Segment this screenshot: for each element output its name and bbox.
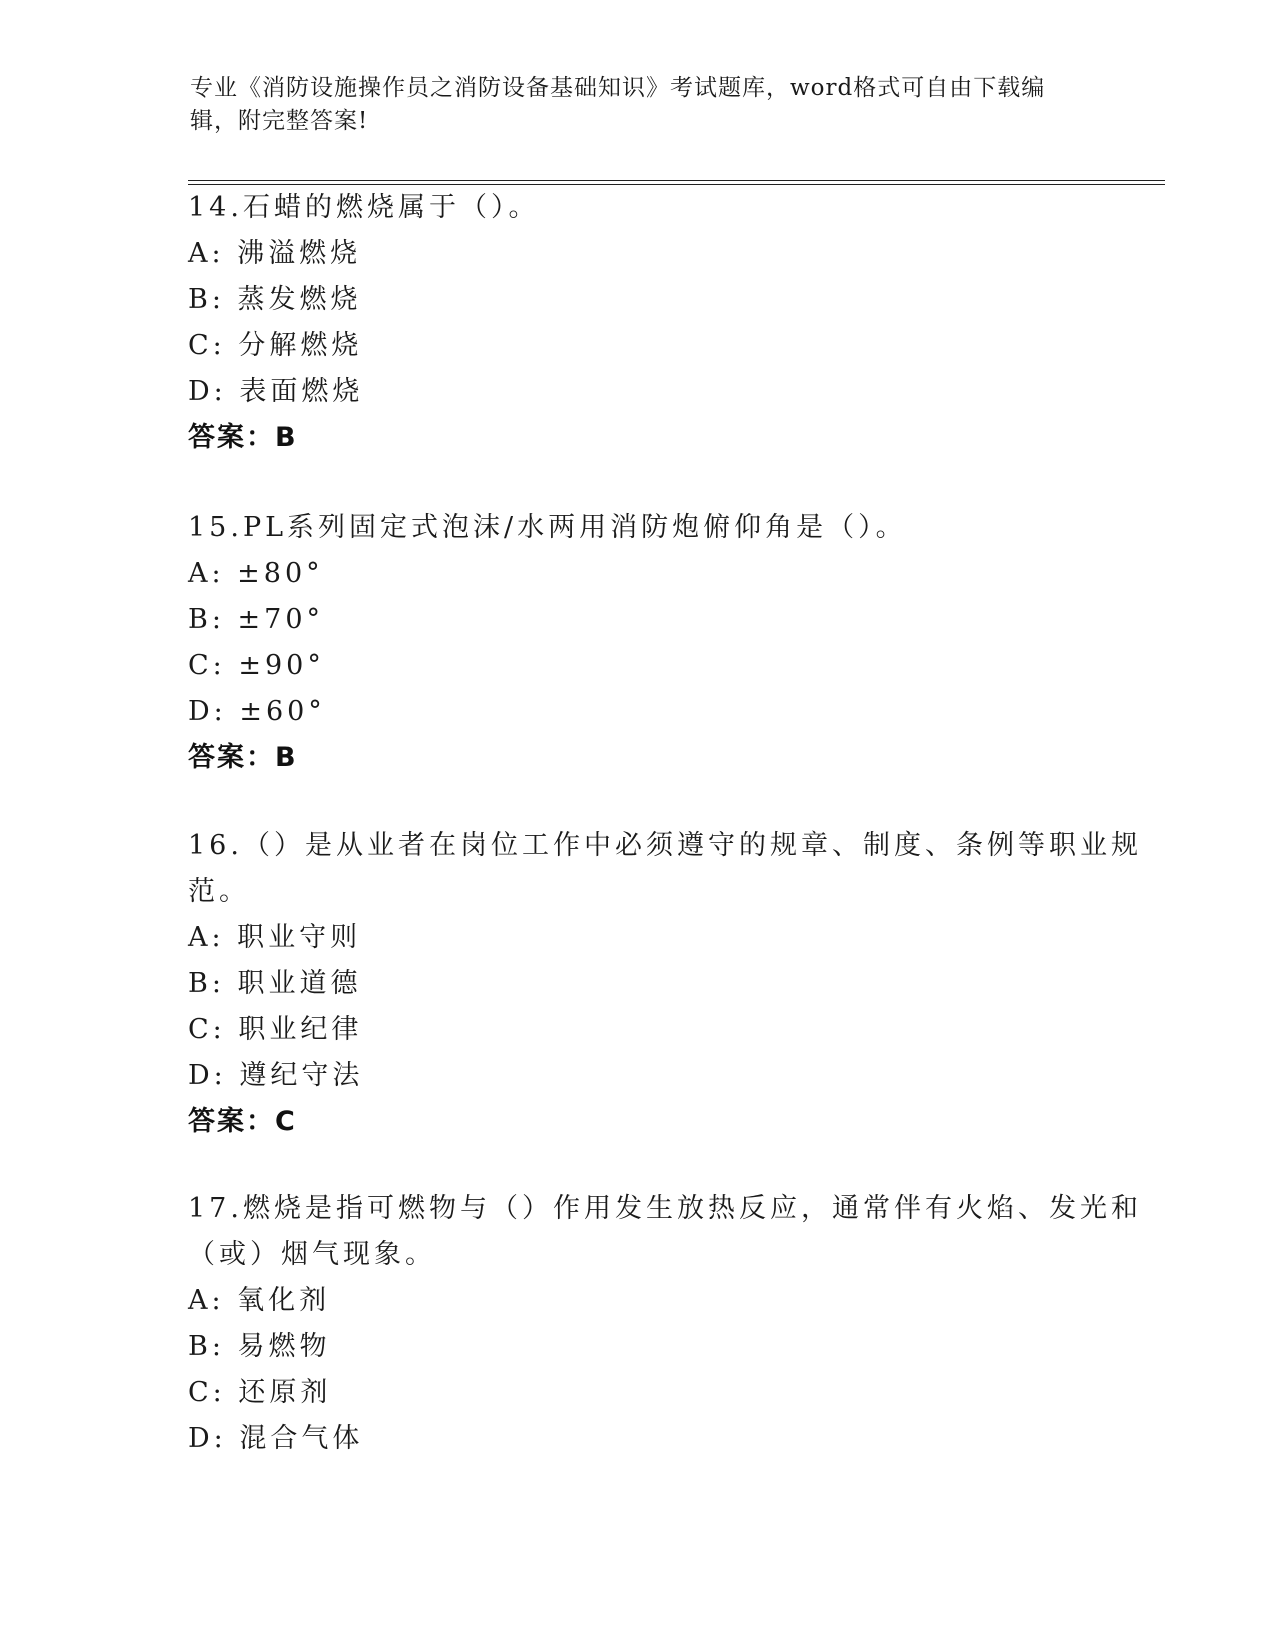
option-d: D: 混合气体 <box>188 1423 364 1454</box>
option-b: B: 易燃物 <box>188 1331 331 1362</box>
question-14 <box>188 185 1088 461</box>
option-b: B: 蒸发燃烧 <box>188 284 362 315</box>
header-line-2: 辑，附完整答案! <box>190 108 369 134</box>
option-c: C: 还原剂 <box>188 1377 332 1408</box>
question-17 <box>188 1186 1142 1462</box>
question-stem-line-1: 17.燃烧是指可燃物与（）作用发生放热反应，通常伴有火焰、发光和 <box>188 1193 1142 1224</box>
question-16 <box>188 823 1142 1145</box>
question-stem: 15.PL系列固定式泡沫/水两用消防炮俯仰角是（）。 <box>188 512 907 543</box>
question-15 <box>188 505 1088 781</box>
option-c: C: 分解燃烧 <box>188 330 363 361</box>
option-a: A: 职业守则 <box>188 922 362 953</box>
option-d: D: ±60° <box>188 696 326 727</box>
document-header <box>190 72 1090 138</box>
option-d: D: 表面燃烧 <box>188 376 364 407</box>
option-d: D: 遵纪守法 <box>188 1060 364 1091</box>
answer: 答案：C <box>188 1106 297 1137</box>
question-stem: 14.石蜡的燃烧属于（）。 <box>188 192 540 223</box>
option-a: A: 沸溢燃烧 <box>188 238 362 269</box>
header-line-1: 专业《消防设施操作员之消防设备基础知识》考试题库，word格式可自由下载编 <box>190 75 1046 101</box>
option-a: A: 氧化剂 <box>188 1285 331 1316</box>
option-a: A: ±80° <box>188 558 324 589</box>
option-b: B: 职业道德 <box>188 968 362 999</box>
question-stem-line-1: 16.（）是从业者在岗位工作中必须遵守的规章、制度、条例等职业规 <box>188 830 1142 861</box>
option-c: C: 职业纪律 <box>188 1014 363 1045</box>
question-stem-line-2: 范。 <box>188 876 250 907</box>
answer: 答案：B <box>188 422 298 453</box>
option-c: C: ±90° <box>188 650 325 681</box>
question-stem-line-2: （或）烟气现象。 <box>188 1239 436 1270</box>
answer: 答案：B <box>188 742 298 773</box>
option-b: B: ±70° <box>188 604 324 635</box>
